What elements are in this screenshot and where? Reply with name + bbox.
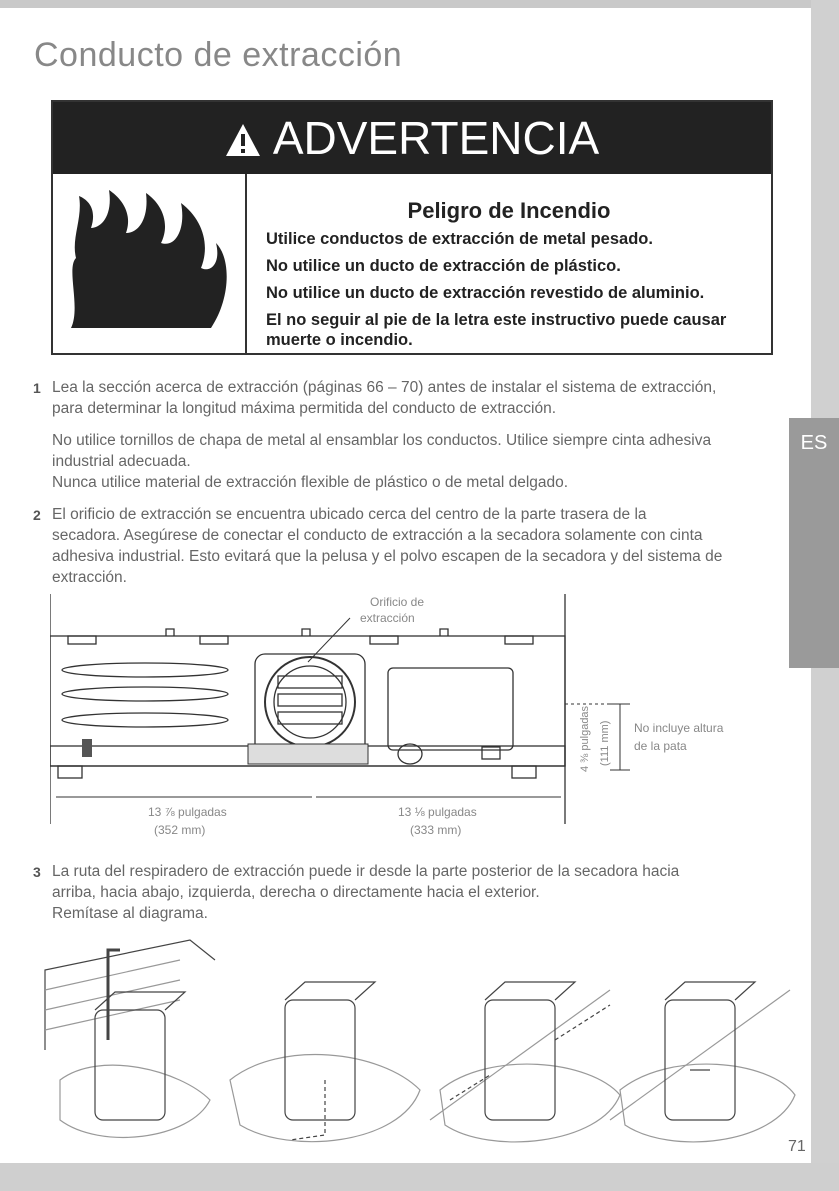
step-number: 2 bbox=[33, 507, 41, 523]
text-line: No utilice tornillos de chapa de metal al ensamblar los conductos. Utilice siempre cinta adhesiva bbox=[52, 432, 712, 449]
exhaust-duct bbox=[248, 744, 368, 764]
top-edge bbox=[0, 0, 839, 8]
height-note: No incluye altura bbox=[634, 721, 724, 735]
height-note: de la pata bbox=[634, 739, 687, 753]
warning-header bbox=[53, 102, 771, 174]
warning-line: No utilice un ducto de extracción de plástico. bbox=[266, 257, 621, 275]
orifice-label: extracción bbox=[360, 611, 415, 625]
scene-vent-out bbox=[610, 982, 795, 1142]
left-dimension: 13 ⅞ pulgadas bbox=[148, 805, 227, 819]
orifice-label: Orificio de bbox=[370, 595, 425, 609]
left-dimension-mm: (352 mm) bbox=[154, 823, 206, 837]
right-dimension: 13 ⅛ pulgadas bbox=[398, 805, 477, 819]
warning-line: El no seguir al pie de la letra este instructivo puede causar bbox=[266, 311, 727, 329]
right-dimension-mm: (333 mm) bbox=[410, 823, 462, 837]
text-line: Remítase al diagrama. bbox=[52, 905, 208, 922]
step-2-text bbox=[52, 504, 772, 588]
language-tab bbox=[789, 418, 839, 668]
language-tab-label: ES bbox=[800, 432, 828, 454]
warning-triangle-icon bbox=[225, 122, 261, 158]
text-line: La ruta del respiradero de extracción puede ir desde la parte posterior de la secadora hacia bbox=[52, 863, 680, 880]
text-line: secadora. Asegúrese de conectar el conducto de extracción a la secadora solamente con cinta bbox=[52, 527, 703, 544]
text-line: Lea la sección acerca de extracción (páginas 66 – 70) antes de instalar el sistema de extracción, bbox=[52, 379, 717, 396]
text-line: Nunca utilice material de extracción flexible de plástico o de metal delgado. bbox=[52, 474, 569, 491]
scene-vent-down bbox=[230, 982, 420, 1142]
warning-box bbox=[51, 100, 773, 355]
text-line: arriba, hacia abajo, izquierda, derecha o directamente hacia el exterior. bbox=[52, 884, 540, 901]
page-number: 71 bbox=[788, 1138, 806, 1155]
text-line: adhesiva industrial. Esto evitará que la pelusa y el polvo escapen de la secadora y del sistema de bbox=[52, 548, 723, 565]
warning-line: muerte o incendio. bbox=[266, 331, 413, 349]
step-1-extra bbox=[52, 430, 772, 493]
bottom-edge bbox=[0, 1163, 839, 1191]
dryer-rear-outline bbox=[50, 594, 565, 824]
dryer-rear-diagram bbox=[50, 594, 770, 844]
height-dimension-mm: (111 mm) bbox=[599, 720, 611, 766]
text-line: El orificio de extracción se encuentra ubicado cerca del centro de la parte trasera de la bbox=[52, 506, 647, 523]
step-1-text bbox=[52, 377, 772, 419]
page-title: Conducto de extracción bbox=[34, 36, 403, 74]
text-line: para determinar la longitud máxima permitida del conducto de extracción. bbox=[52, 400, 557, 417]
warning-line: Utilice conductos de extracción de metal pesado. bbox=[266, 230, 653, 248]
step-number: 3 bbox=[33, 864, 41, 880]
text-line: industrial adecuada. bbox=[52, 453, 191, 470]
scene-vent-up bbox=[45, 940, 215, 1137]
warning-subtitle: Peligro de Incendio bbox=[407, 198, 611, 223]
scene-vent-side bbox=[430, 982, 620, 1142]
warning-line: No utilice un ducto de extracción revestido de aluminio. bbox=[266, 284, 705, 302]
orifice-leader bbox=[308, 618, 350, 662]
step-3-text bbox=[52, 861, 772, 924]
text-line: extracción. bbox=[52, 569, 127, 586]
dryer-foot-block bbox=[82, 739, 92, 757]
step-number: 1 bbox=[33, 380, 41, 396]
warning-header-label: ADVERTENCIA bbox=[272, 112, 600, 164]
height-dimension: 4 ⅜ pulgadas bbox=[579, 705, 591, 772]
vent-route-illustrations bbox=[40, 930, 800, 1160]
fire-icon bbox=[61, 188, 237, 338]
